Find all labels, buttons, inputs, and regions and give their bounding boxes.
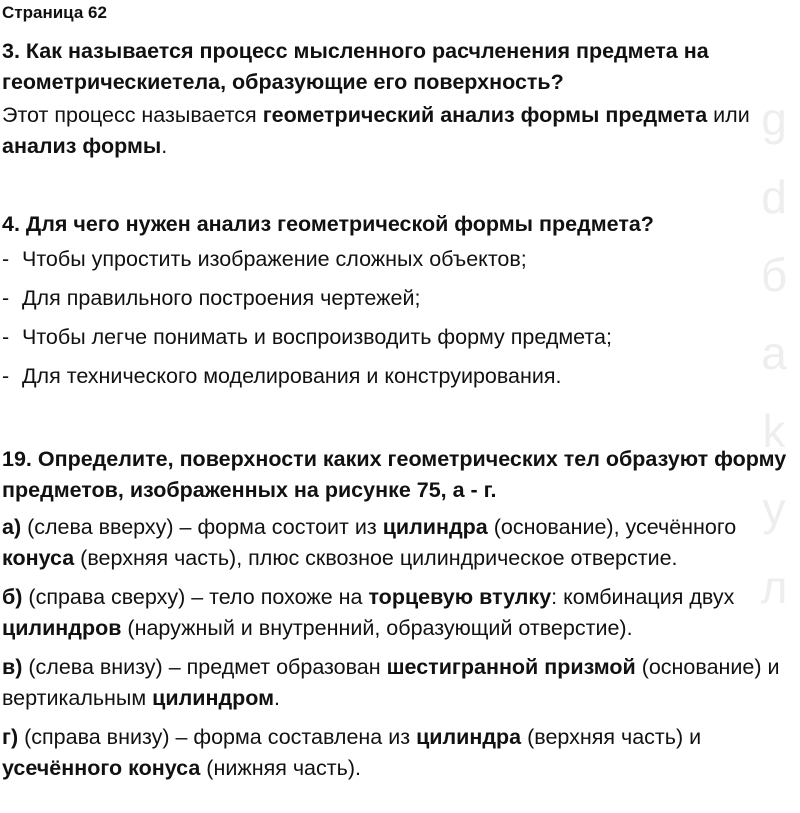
watermark-letter: л <box>760 561 788 613</box>
list-dash: - <box>2 247 10 271</box>
document-body <box>2 36 798 792</box>
answer-3-term-2: анализ формы <box>2 134 162 158</box>
watermark-letter: а <box>761 327 787 379</box>
watermark-letter: d <box>761 171 787 223</box>
answer-text: (наружный и внутренний, образующий отверстие). <box>121 616 633 640</box>
answer-19-a <box>2 512 798 574</box>
list-item-text: Для правильного построения чертежей; <box>22 286 421 310</box>
answer-4-list <box>2 244 798 392</box>
list-dash: - <box>2 286 10 310</box>
page-label: Страница 62 <box>2 3 107 22</box>
answer-3-prefix: Этот процесс называется <box>2 103 263 127</box>
answer-text: (основание) и вертикальным <box>2 655 780 710</box>
watermark-letter: у <box>762 483 786 535</box>
answer-text: (нижняя часть). <box>200 756 361 780</box>
answer-text: (верхняя часть), плюс сквозное цилиндрическое отверстие. <box>74 546 678 570</box>
list-item-text: Чтобы упростить изображение сложных объектов; <box>22 247 527 271</box>
answer-term: цилиндра <box>416 725 522 749</box>
answer-text: : комбинация двух <box>551 585 735 609</box>
item-label: в) <box>2 655 23 679</box>
list-dash: - <box>2 325 10 349</box>
answer-term: усечённого конуса <box>2 756 201 780</box>
item-label: г) <box>2 725 19 749</box>
list-item-text: Для технического моделирования и конструирования. <box>22 364 562 388</box>
answer-text: (основание), усечённого <box>487 515 737 539</box>
answer-term: цилиндров <box>2 616 122 640</box>
question-3: 3. Как называется процесс мысленного расчленения предмета на геометрическиетела, образующие его поверхность? <box>2 39 709 94</box>
answer-text: . <box>274 686 280 710</box>
answer-3-mid: или <box>707 103 750 127</box>
watermark-letter: б <box>760 249 788 301</box>
answer-19-v <box>2 652 798 714</box>
answer-term: шестигранной призмой <box>386 655 636 679</box>
answer-term: конуса <box>2 546 75 570</box>
list-dash: - <box>2 364 10 388</box>
answer-text: (справа внизу) – форма составлена из <box>18 725 417 749</box>
list-item <box>2 322 798 353</box>
answer-text: (верхняя часть) и <box>521 725 702 749</box>
answer-19-g <box>2 722 798 784</box>
watermark-letter: k <box>762 405 786 457</box>
list-item <box>2 244 798 275</box>
watermark-letter: g <box>761 93 787 145</box>
answer-term: цилиндра <box>382 515 488 539</box>
answer-3 <box>2 100 798 162</box>
answer-text: (слева вверху) – форма состоит из <box>21 515 383 539</box>
answer-3-end: . <box>161 134 168 158</box>
answer-3-term-1: геометрический анализ формы предмета <box>262 103 708 127</box>
answer-term: торцевую втулку <box>368 585 552 609</box>
question-19: 19. Определите, поверхности каких геометрических тел образуют форму предметов, изображенных на рисунке 75, а - г. <box>2 447 787 502</box>
question-4: 4. Для чего нужен анализ геометрической формы предмета? <box>2 212 654 236</box>
item-label: б) <box>2 585 23 609</box>
list-item <box>2 283 798 314</box>
answer-term: цилиндром <box>152 686 274 710</box>
answer-19-b <box>2 582 798 644</box>
list-item-text: Чтобы легче понимать и воспроизводить форму предмета; <box>22 325 612 349</box>
list-item <box>2 361 798 392</box>
answer-text: (слева внизу) – предмет образован <box>22 655 387 679</box>
answer-text: (справа сверху) – тело похоже на <box>22 585 369 609</box>
item-label: а) <box>2 515 22 539</box>
